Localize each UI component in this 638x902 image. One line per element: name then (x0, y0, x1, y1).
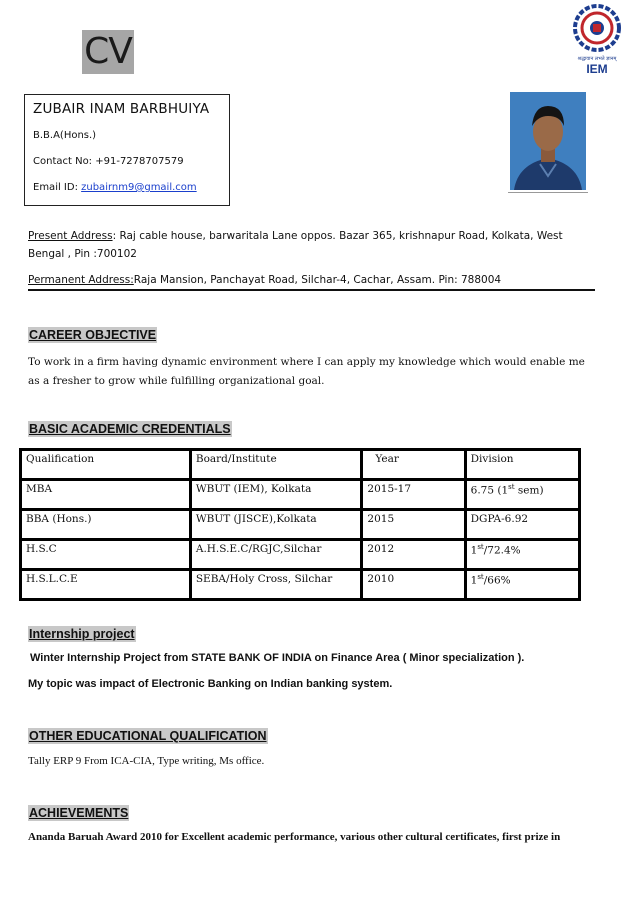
internship-topic: My topic was impact of Electronic Banking on Indian banking system. (28, 678, 393, 690)
achievements-heading: ACHIEVEMENTS (29, 806, 129, 820)
permanent-address-value: Raja Mansion, Panchayat Road, Silchar-4, Cachar, Assam. Pin: 788004 (133, 274, 502, 286)
contact-number (33, 156, 184, 167)
email-row (33, 182, 197, 193)
table-cell: MBA (21, 480, 191, 510)
table-cell: WBUT (JISCE),Kolkata (190, 510, 362, 540)
internship-heading: Internship project (29, 627, 135, 641)
career-objective-heading: CAREER OBJECTIVE (29, 328, 157, 342)
permanent-address (28, 271, 598, 289)
other-education-heading: OTHER EDUCATIONAL QUALIFICATION (29, 729, 267, 743)
column-header: Qualification (21, 450, 191, 480)
contact-value: +91-7278707579 (95, 156, 184, 167)
table-cell: SEBA/Holy Cross, Silchar (190, 570, 362, 600)
table-cell: A.H.S.E.C/RGJC,Silchar (190, 540, 362, 570)
degree: B.B.A(Hons.) (33, 130, 97, 141)
internship-project: Winter Internship Project from STATE BANK OF INDIA on Finance Area ( Minor specialization ). (30, 652, 525, 664)
logo-motto: श्रद्धावान लभते ज्ञानम् (577, 56, 617, 62)
table-cell: DGPA-6.92 (465, 510, 579, 540)
table-cell: 2012 (362, 540, 465, 570)
profile-photo (510, 92, 586, 190)
table-cell: 6.75 (1st sem) (465, 480, 579, 510)
table-row (21, 510, 580, 540)
column-header: Division (465, 450, 579, 480)
permanent-address-label: Permanent Address: (28, 274, 134, 286)
table-cell: WBUT (IEM), Kolkata (190, 480, 362, 510)
other-education-text: Tally ERP 9 From ICA-CIA, Type writing, Ms office. (28, 755, 265, 767)
column-header: Year (362, 450, 465, 480)
photo-divider (508, 192, 588, 193)
email-link[interactable]: zubairnm9@gmail.com (81, 182, 197, 193)
table-cell: H.S.L.C.E (21, 570, 191, 600)
table-cell: BBA (Hons.) (21, 510, 191, 540)
candidate-name: ZUBAIR INAM BARBHUIYA (33, 101, 210, 117)
table-row (21, 570, 580, 600)
present-address-label: Present Address (28, 230, 113, 242)
present-address (28, 227, 598, 263)
academic-table (19, 448, 581, 601)
table-row (21, 480, 580, 510)
column-header: Board/Institute (190, 450, 362, 480)
table-cell: 1st/72.4% (465, 540, 579, 570)
career-objective-text: To work in a firm having dynamic environment where I can apply my knowledge which would enable me as a fresher to grow while fulfilling organizational goal. (28, 356, 585, 387)
table-cell: 1st/66% (465, 570, 579, 600)
logo-text: IEM (586, 62, 608, 76)
contact-label: Contact No: (33, 156, 96, 167)
table-cell: H.S.C (21, 540, 191, 570)
email-label: Email ID: (33, 182, 82, 193)
table-cell: 2010 (362, 570, 465, 600)
profile-box (24, 94, 230, 206)
address-divider (28, 289, 595, 291)
table-header-row (21, 450, 580, 480)
achievements-text: Ananda Baruah Award 2010 for Excellent academic performance, various other cultural certificates, first prize in (28, 831, 561, 843)
table-cell: 2015-17 (362, 480, 465, 510)
academic-credentials-heading: BASIC ACADEMIC CREDENTIALS (29, 422, 231, 436)
iem-logo (566, 4, 628, 76)
table-row (21, 540, 580, 570)
present-address-value: : Raj cable house, barwaritala Lane oppos. Bazar 365, krishnapur Road, Kolkata, West Bengal , Pin :700102 (28, 230, 563, 260)
table-cell: 2015 (362, 510, 465, 540)
cv-title: CV (82, 30, 134, 74)
